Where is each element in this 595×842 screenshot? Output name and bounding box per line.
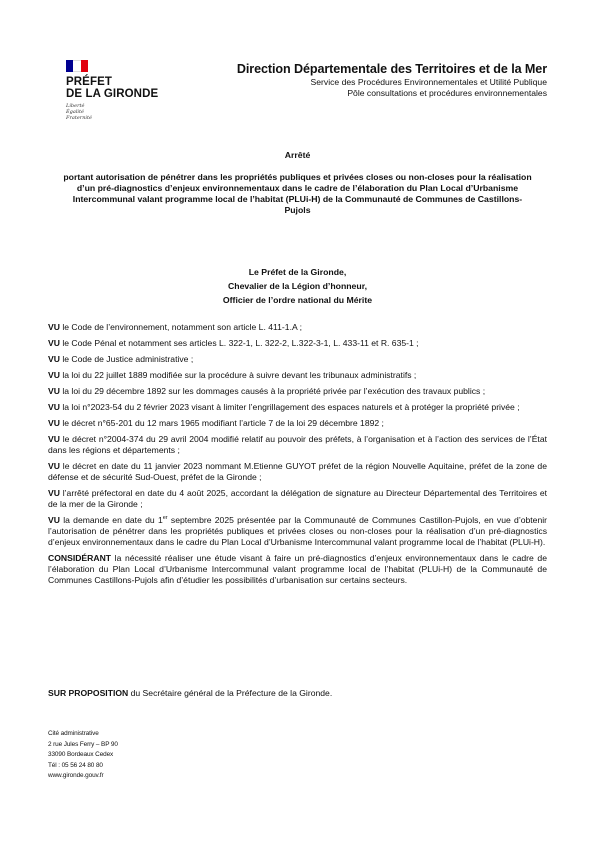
visa-demande xyxy=(48,515,547,548)
footer-phone: Tél : 05 56 24 80 80 xyxy=(48,761,103,769)
visa-lead: VU xyxy=(48,515,60,525)
prefet-honour-1: Chevalier de la Légion d’honneur, xyxy=(227,281,368,291)
visa-item xyxy=(48,418,547,429)
issuer-header xyxy=(237,62,547,99)
visa-lead: VU xyxy=(48,418,60,428)
motto-liberte: Liberté xyxy=(66,103,85,109)
visa-item xyxy=(48,402,547,413)
visa-lead: VU xyxy=(48,488,60,498)
visa-text: la loi du 29 décembre 1892 sur les dommages causés à la propriété privée par l’exécution des travaux publics ; xyxy=(59,386,486,396)
visa-item xyxy=(48,461,547,483)
motto-fraternite: Fraternité xyxy=(66,114,92,121)
logo-line-prefet: PRÉFET xyxy=(66,76,112,88)
visa-item xyxy=(48,354,547,365)
document-subject: portant autorisation de pénétrer dans les propriétés publiques et privées closes ou non-closes pour la réalisation d’un pré-diagnostics d’enjeux environnementaux dans le cadre de l’élaboration du Plan Local d’Urbanisme Intercommunal valant programme local de l’habitat (PLUi-H) de la Communauté de Communes de Castillons-Pujols xyxy=(63,172,532,215)
footer-building: Cité administrative xyxy=(48,730,99,737)
prefet-honour-2: Officier de l’ordre national du Mérite xyxy=(222,295,373,305)
visa-lead: VU xyxy=(48,434,60,444)
visa-text: le Code de Justice administrative ; xyxy=(59,354,194,364)
visa-text: l’arrêté préfectoral en date du 4 août 2025, accordant la délégation de signature au Directeur Départemental des Territoires et de la mer de la Gironde ; xyxy=(48,488,547,509)
considerant-lead: CONSIDÉRANT xyxy=(48,553,112,563)
motto-egalite: Égalité xyxy=(66,108,84,115)
visa-item xyxy=(48,338,547,349)
visa-text: le Code de l’environnement, notamment son article L. 411-1.A ; xyxy=(59,322,302,332)
pole-name: Pôle consultations et procédures environnementales xyxy=(347,88,547,98)
visa-item xyxy=(48,488,547,510)
visa-lead: VU xyxy=(48,370,60,380)
proposition-text: du Secrétaire général de la Préfecture de la Gironde. xyxy=(128,688,333,698)
visa-text: le décret n°2004-374 du 29 avril 2004 modifié relatif au pouvoir des préfets, à l’organisation et à l’action des services de l’État dans les régions et départements ; xyxy=(48,434,547,455)
visa-item xyxy=(48,322,547,333)
sur-proposition xyxy=(48,688,547,699)
proposition-lead: SUR PROPOSITION xyxy=(48,688,129,698)
address-footer xyxy=(48,729,118,782)
visa-lead: VU xyxy=(48,386,60,396)
visa-text: la loi n°2023-54 du 2 février 2023 visant à limiter l’engrillagement des espaces naturels et à protéger la propriété privée ; xyxy=(59,402,520,412)
visa-demande-sup: er xyxy=(162,515,168,522)
visa-item xyxy=(48,434,547,456)
prefet-logo xyxy=(66,60,176,121)
visa-demande-pre: la demande en date du 1 xyxy=(59,515,163,525)
visa-text: le Code Pénal et notamment ses articles L. 322-1, L. 322-2, L.322-3-1, L. 433-11 et R. 635-1 ; xyxy=(59,338,419,348)
visa-text: le décret n°65-201 du 12 mars 1965 modifiant l’article 7 de la loi 29 décembre 1892 ; xyxy=(59,418,384,428)
visa-lead: VU xyxy=(48,354,60,364)
visa-item xyxy=(48,386,547,397)
visa-lead: VU xyxy=(48,402,60,412)
direction-title: Direction Départementale des Territoires et de la Mer xyxy=(236,62,547,76)
considerant xyxy=(48,553,547,586)
republic-motto xyxy=(66,104,176,121)
footer-street: 2 rue Jules Ferry – BP 90 xyxy=(48,740,118,748)
visa-text: la loi du 22 juillet 1889 modifiée sur la procédure à suivre devant les tribunaux administratifs ; xyxy=(59,370,417,380)
visa-text: le décret en date du 11 janvier 2023 nommant M.Etienne GUYOT préfet de la région Nouvelle Aquitaine, préfet de la zone de défense et de sécurité Sud-Ouest, préfet de la Gironde ; xyxy=(48,461,547,482)
french-flag-icon xyxy=(66,60,88,72)
service-name: Service des Procédures Environnementales et Utilité Publique xyxy=(310,77,547,87)
visas-list xyxy=(48,322,547,591)
footer-website[interactable]: www.gironde.gouv.fr xyxy=(48,772,104,779)
document-title: Arrêté xyxy=(284,150,311,160)
visa-lead: VU xyxy=(48,338,60,348)
visa-lead: VU xyxy=(48,461,60,471)
visa-demande-post: septembre 2025 présentée par la Communauté de Communes Castillon-Pujols, en vue d’obtenir l’autorisation de pénétrer dans les propriétés publiques et privées closes ou non-closes pour la réalisation d’un pré-diagnostics d’enjeux environnementaux dans le cadre du Plan Local d’Urbanisme Intercommunal valant programme local de l’habitat (PLUi-H). xyxy=(48,515,547,547)
footer-city: 33090 Bordeaux Cedex xyxy=(48,751,114,758)
prefet-signatory-block xyxy=(0,265,595,307)
visa-lead: VU xyxy=(48,322,60,332)
visa-item xyxy=(48,370,547,381)
prefet-title: Le Préfet de la Gironde, xyxy=(248,267,347,277)
considerant-text: la nécessité réaliser une étude visant à faire un pré-diagnostics d’enjeux environnementaux dans le cadre de l’élaboration du Plan Local d’Urbanisme Intercommunal valant programme local de l’habitat (PLUi-H) de la Communauté de Communes Castillons-Pujols afin d’étudier les possibilités d’urbanisation sur certains secteurs. xyxy=(48,553,547,585)
logo-line-gironde: DE LA GIRONDE xyxy=(66,87,159,100)
